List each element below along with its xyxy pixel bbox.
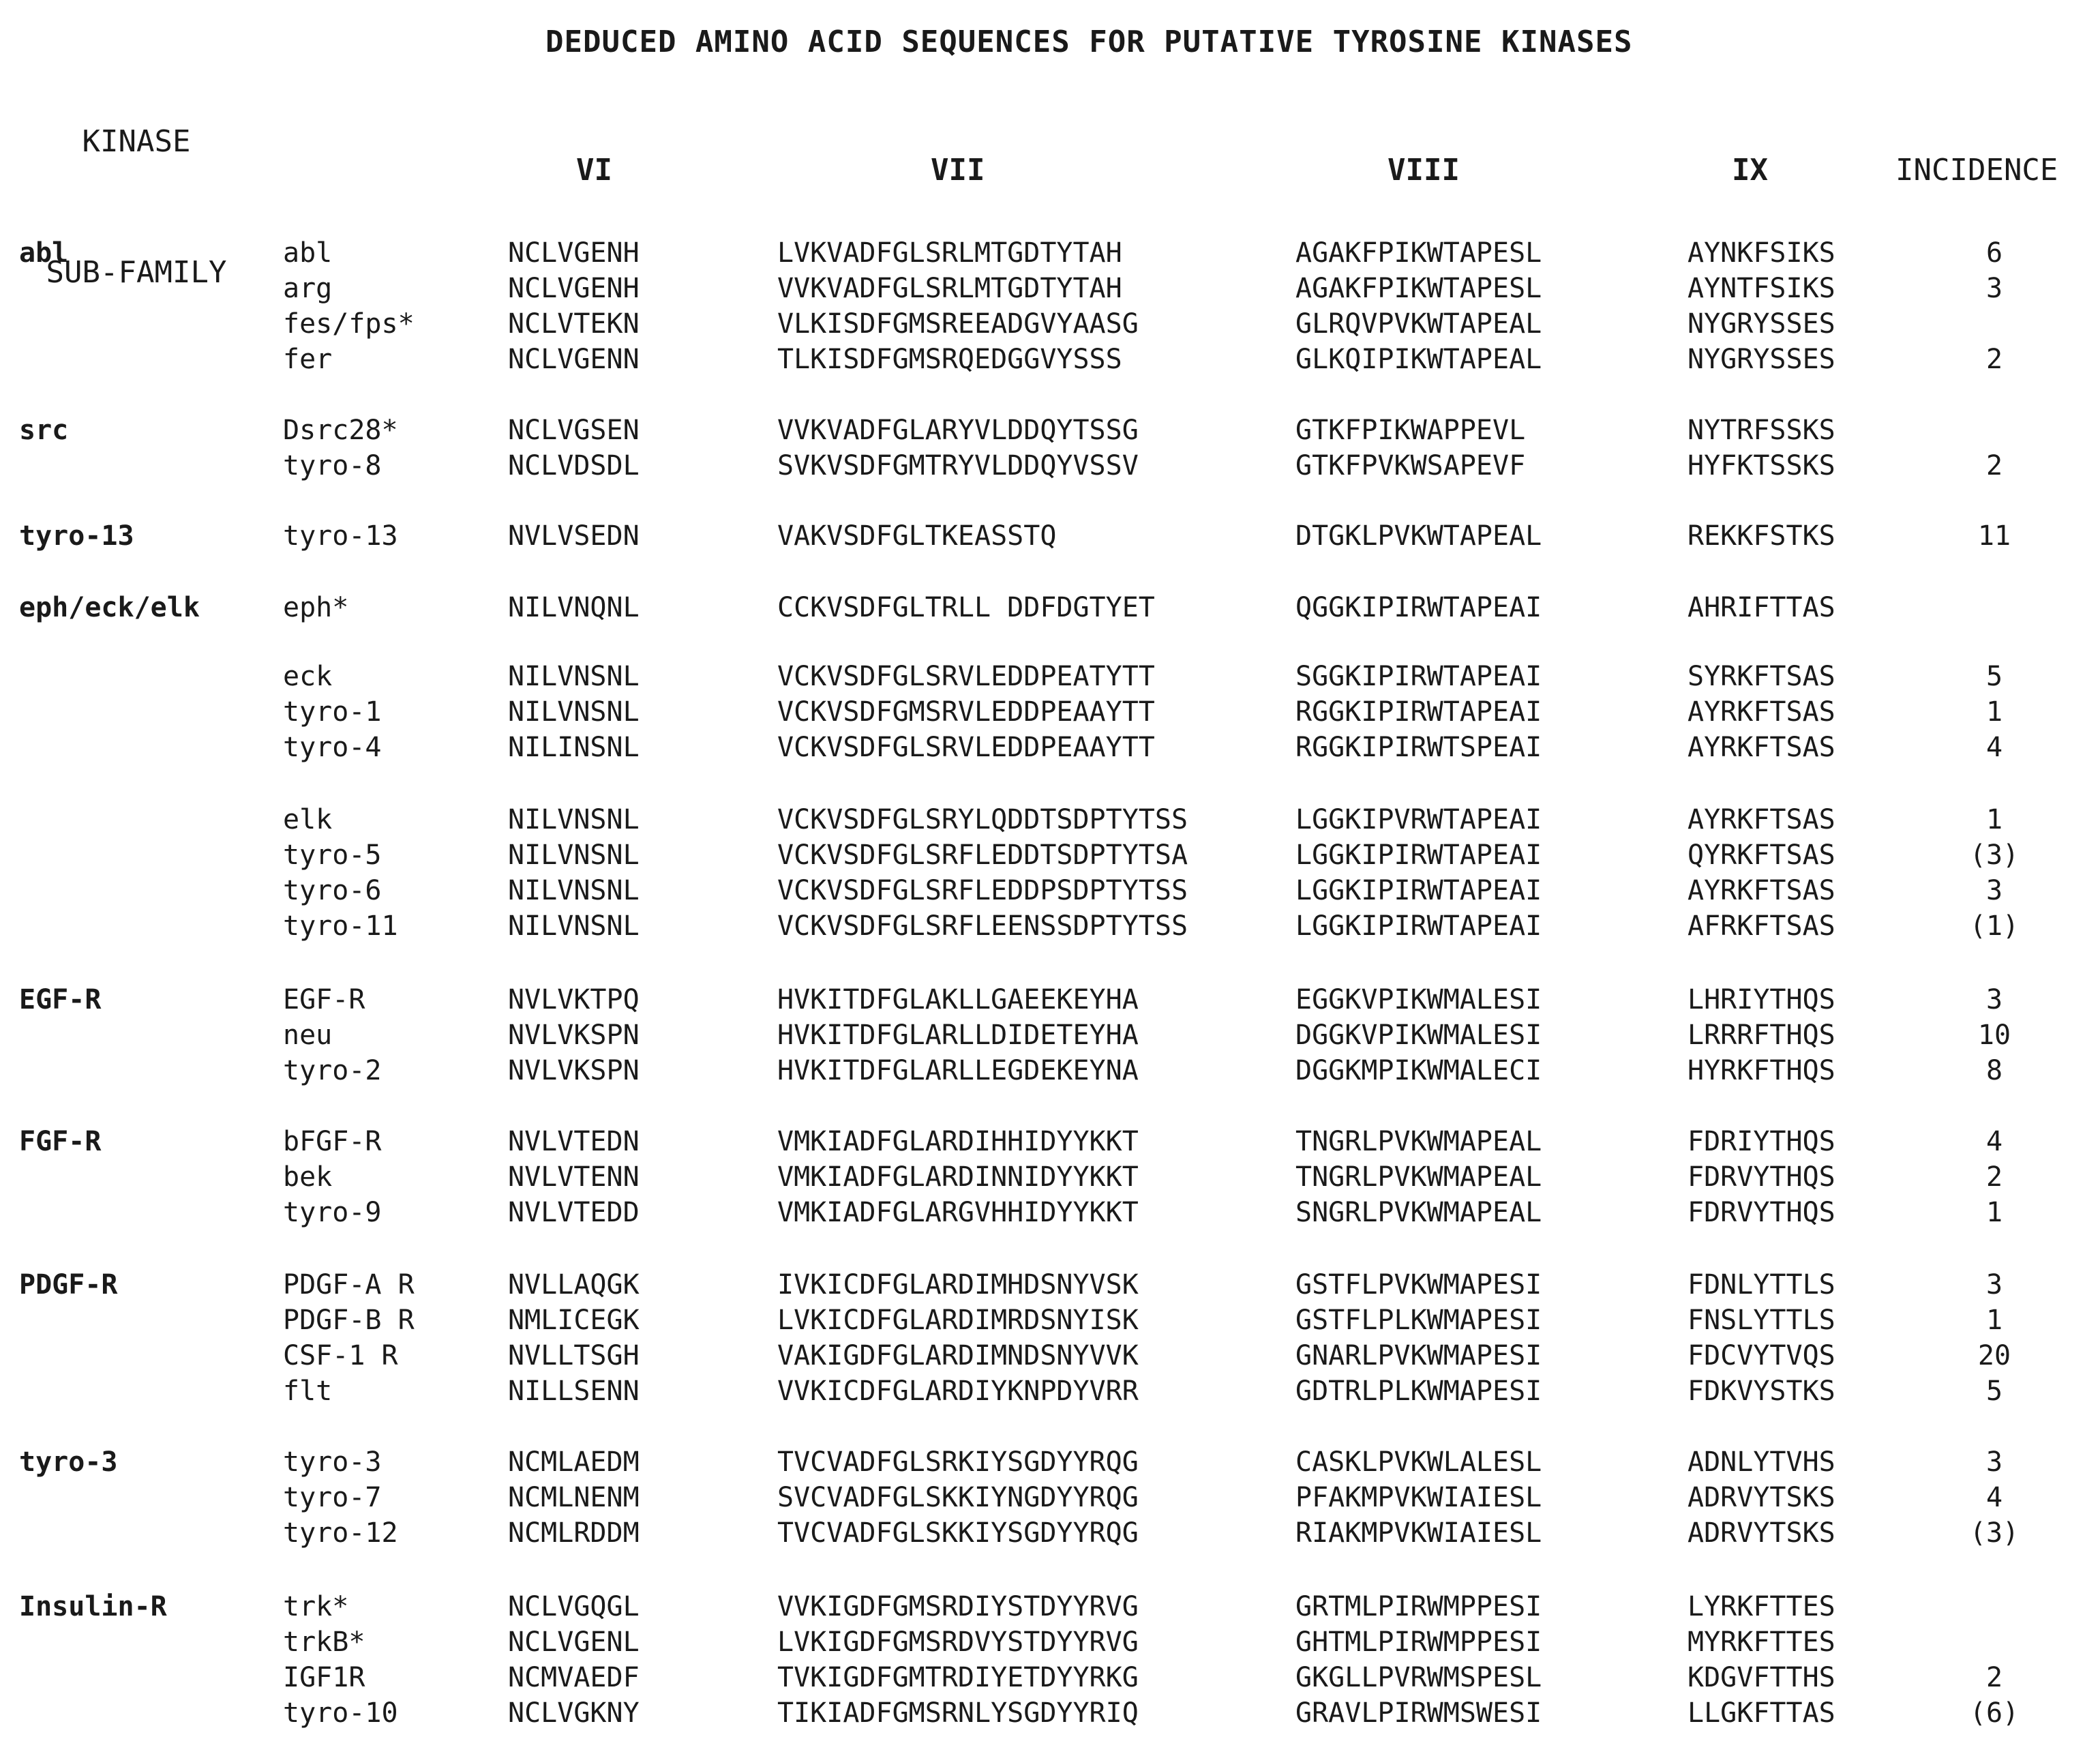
sequence-viii: PFAKMPVKWIAIESL [1295, 1482, 1542, 1513]
sequence-vi: NCLVDSDL [508, 450, 640, 481]
sequence-vii: TLKISDFGMSRQEDGGVYSSS [777, 344, 1122, 375]
sequence-vii: VCKVSDFGLSRYLQDDTSDPTYTSS [777, 804, 1188, 835]
kinase-name: tyro-4 [283, 732, 382, 763]
sequence-vi: NCMLRDDM [508, 1517, 640, 1549]
incidence-value: 2 [1985, 344, 2003, 375]
sequence-vi: NCLVGKNY [508, 1697, 640, 1729]
sequence-vii: VAKVSDFGLTKEASSTQ [777, 520, 1057, 552]
sequence-viii: TNGRLPVKWMAPEAL [1295, 1126, 1542, 1157]
subfamily-label: EGF-R [19, 984, 102, 1015]
kinase-name: tyro-8 [283, 450, 382, 481]
kinase-name: trkB* [283, 1626, 365, 1658]
incidence-value: 3 [1985, 1269, 2003, 1300]
sequence-ix: AYRKFTSAS [1687, 875, 1835, 906]
column-header-ix: IX [1732, 153, 1768, 188]
sequence-ix: ADRVYTSKS [1687, 1482, 1835, 1513]
sequence-viii: CASKLPVKWLALESL [1295, 1446, 1542, 1478]
sequence-vi: NVLVSEDN [508, 520, 640, 552]
sequence-viii: GLRQVPVKWTAPEAL [1295, 308, 1542, 340]
kinase-name: tyro-9 [283, 1197, 382, 1228]
sequence-ix: ADNLYTVHS [1687, 1446, 1835, 1478]
incidence-value: 1 [1985, 804, 2003, 835]
kinase-name: tyro-1 [283, 696, 382, 728]
sequence-vi: NVLLTSGH [508, 1340, 640, 1371]
subfamily-label: tyro-3 [19, 1446, 118, 1478]
sequence-viii: TNGRLPVKWMAPEAL [1295, 1161, 1542, 1193]
sequence-vii: VVKVADFGLARYVLDDQYTSSG [777, 415, 1139, 446]
subfamily-label: Insulin-R [19, 1591, 167, 1622]
column-header-incidence: INCIDENCE [1895, 153, 2058, 188]
sequence-vi: NCLVTEKN [508, 308, 640, 340]
sequence-viii: EGGKVPIKWMALESI [1295, 984, 1542, 1015]
sequence-viii: GTKFPIKWAPPEVL [1295, 415, 1526, 446]
page-title: DEDUCED AMINO ACID SEQUENCES FOR PUTATIVE TYROSINE KINASES [545, 25, 1633, 59]
sequence-viii: GTKFPVKWSAPEVF [1295, 450, 1526, 481]
sequence-vi: NCMVAEDF [508, 1662, 640, 1693]
sequence-vi: NVLLAQGK [508, 1269, 640, 1300]
sequence-vii: HVKITDFGLARLLEGDEKEYNA [777, 1055, 1139, 1086]
sequence-vii: VMKIADFGLARDINNIDYYKKT [777, 1161, 1139, 1193]
incidence-value: 5 [1985, 661, 2003, 692]
sequence-vi: NILINSNL [508, 732, 640, 763]
sequence-ix: HYRKFTHQS [1687, 1055, 1835, 1086]
sequence-vi: NCMLNENM [508, 1482, 640, 1513]
sequence-ix: LYRKFTTES [1687, 1591, 1835, 1622]
sequence-ix: LRRRFTHQS [1687, 1020, 1835, 1051]
sequence-viii: RGGKIPIRWTAPEAI [1295, 696, 1542, 728]
kinase-name: tyro-12 [283, 1517, 398, 1549]
sequence-vii: VLKISDFGMSREEADGVYAASG [777, 308, 1139, 340]
kinase-name: bek [283, 1161, 333, 1193]
sequence-viii: GRTMLPIRWMPPESI [1295, 1591, 1542, 1622]
sequence-viii: QGGKIPIRWTAPEAI [1295, 592, 1542, 623]
kinase-name: eph* [283, 592, 349, 623]
sequence-viii: GSTFLPVKWMAPESI [1295, 1269, 1542, 1300]
sequence-viii: RGGKIPIRWTSPEAI [1295, 732, 1542, 763]
sequence-viii: GSTFLPLKWMAPESI [1295, 1305, 1542, 1336]
incidence-value: 1 [1985, 1305, 2003, 1336]
sequence-vii: HVKITDFGLAKLLGAEEKEYHA [777, 984, 1139, 1015]
sequence-vii: TVKIGDFGMTRDIYETDYYRKG [777, 1662, 1139, 1693]
sequence-vi: NVLVTENN [508, 1161, 640, 1193]
subfamily-label: tyro-13 [19, 520, 134, 552]
sequence-vii: TVCVADFGLSRKIYSGDYYRQG [777, 1446, 1139, 1478]
sequence-viii: GKGLLPVRWMSPESL [1295, 1662, 1542, 1693]
sequence-viii: DGGKVPIKWMALESI [1295, 1020, 1542, 1051]
kinase-name: neu [283, 1020, 333, 1051]
sequence-ix: NYTRFSSKS [1687, 415, 1835, 446]
kinase-name: tyro-10 [283, 1697, 398, 1729]
subfamily-label: src [19, 415, 69, 446]
sequence-vi: NILVNQNL [508, 592, 640, 623]
sequence-ix: MYRKFTTES [1687, 1626, 1835, 1658]
sequence-viii: LGGKIPVRWTAPEAI [1295, 804, 1542, 835]
incidence-value: 4 [1985, 1482, 2003, 1513]
sequence-viii: SNGRLPVKWMAPEAL [1295, 1197, 1542, 1228]
sequence-ix: FDRVYTHQS [1687, 1161, 1835, 1193]
incidence-value: 3 [1985, 875, 2003, 906]
sequence-vii: VVKIGDFGMSRDIYSTDYYRVG [777, 1591, 1139, 1622]
column-header-vi: VI [576, 153, 612, 188]
sequence-vii: VCKVSDFGMSRVLEDDPEAAYTT [777, 696, 1155, 728]
kinase-name: tyro-5 [283, 839, 382, 871]
kinase-name: PDGF-A R [283, 1269, 415, 1300]
sequence-ix: NYGRYSSES [1687, 344, 1835, 375]
sequence-vi: NILLSENN [508, 1376, 640, 1407]
incidence-value: 1 [1985, 1197, 2003, 1228]
sequence-ix: AYNKFSIKS [1687, 237, 1835, 269]
incidence-value: 3 [1985, 1446, 2003, 1478]
kinase-name: arg [283, 273, 333, 304]
sequence-vi: NCLVGSEN [508, 415, 640, 446]
sequence-vii: VCKVSDFGLSRFLEDDTSDPTYTSA [777, 839, 1188, 871]
sequence-ix: NYGRYSSES [1687, 308, 1835, 340]
sequence-vii: VAKIGDFGLARDIMNDSNYVVK [777, 1340, 1139, 1371]
kinase-name: tyro-11 [283, 910, 398, 942]
incidence-value: 10 [1977, 1020, 2011, 1051]
sequence-viii: SGGKIPIRWTAPEAI [1295, 661, 1542, 692]
kinase-name: CSF-1 R [283, 1340, 398, 1371]
sequence-viii: GLKQIPIKWTAPEAL [1295, 344, 1542, 375]
incidence-value: 8 [1985, 1055, 2003, 1086]
kinase-name: tyro-2 [283, 1055, 382, 1086]
sequence-ix: ADRVYTSKS [1687, 1517, 1835, 1549]
sequence-vi: NILVNSNL [508, 910, 640, 942]
sequence-ix: AFRKFTSAS [1687, 910, 1835, 942]
kinase-name: flt [283, 1376, 333, 1407]
sequence-ix: LHRIYTHQS [1687, 984, 1835, 1015]
sequence-viii: DTGKLPVKWTAPEAL [1295, 520, 1542, 552]
column-header-viii: VIII [1388, 153, 1460, 188]
sequence-vi: NVLVKSPN [508, 1020, 640, 1051]
sequence-vi: NILVNSNL [508, 839, 640, 871]
sequence-vii: VCKVSDFGLSRFLEENSSDPTYTSS [777, 910, 1188, 942]
kinase-name: trk* [283, 1591, 349, 1622]
sequence-ix: LLGKFTTAS [1687, 1697, 1835, 1729]
incidence-value: (3) [1969, 839, 2020, 871]
sequence-ix: AYNTFSIKS [1687, 273, 1835, 304]
incidence-value: (3) [1969, 1517, 2020, 1549]
sequence-ix: REKKFSTKS [1687, 520, 1835, 552]
kinase-header-line2: SUB-FAMILY [46, 255, 227, 290]
kinase-subfamily-header [27, 33, 245, 338]
kinase-name: PDGF-B R [283, 1305, 415, 1336]
incidence-value: (1) [1969, 910, 2020, 942]
sequence-vi: NCLVGENH [508, 273, 640, 304]
incidence-value: 2 [1985, 1161, 2003, 1193]
subfamily-label: PDGF-R [19, 1269, 118, 1300]
sequence-vi: NVLVKTPQ [508, 984, 640, 1015]
incidence-value: 2 [1985, 1662, 2003, 1693]
incidence-value: 20 [1977, 1340, 2011, 1371]
sequence-vi: NVLVTEDN [508, 1126, 640, 1157]
kinase-name: tyro-6 [283, 875, 382, 906]
sequence-vi: NILVNSNL [508, 804, 640, 835]
sequence-vii: SVCVADFGLSKKIYNGDYYRQG [777, 1482, 1139, 1513]
sequence-viii: LGGKIPIRWTAPEAI [1295, 875, 1542, 906]
kinase-name: tyro-3 [283, 1446, 382, 1478]
sequence-ix: HYFKTSSKS [1687, 450, 1835, 481]
sequence-vi: NCLVGENH [508, 237, 640, 269]
sequence-vii: VCKVSDFGLSRFLEDDPSDPTYTSS [777, 875, 1188, 906]
kinase-name: Dsrc28* [283, 415, 398, 446]
sequence-vi: NCLVGENL [508, 1626, 640, 1658]
sequence-ix: AYRKFTSAS [1687, 696, 1835, 728]
sequence-vii: LVKVADFGLSRLMTGDTYTAH [777, 237, 1122, 269]
sequence-vii: CCKVSDFGLTRLL DDFDGTYET [777, 592, 1155, 623]
incidence-value: 5 [1985, 1376, 2003, 1407]
sequence-viii: LGGKIPIRWTAPEAI [1295, 839, 1542, 871]
sequence-viii: LGGKIPIRWTAPEAI [1295, 910, 1542, 942]
sequence-vii: IVKICDFGLARDIMHDSNYVSK [777, 1269, 1139, 1300]
sequence-vii: VMKIADFGLARDIHHIDYYKKT [777, 1126, 1139, 1157]
sequence-vi: NILVNSNL [508, 661, 640, 692]
sequence-vi: NVLVKSPN [508, 1055, 640, 1086]
incidence-value: 6 [1985, 237, 2003, 269]
kinase-name: IGF1R [283, 1662, 365, 1693]
incidence-value: 4 [1985, 1126, 2003, 1157]
column-header-vii: VII [931, 153, 985, 188]
sequence-ix: FDCVYTVQS [1687, 1340, 1835, 1371]
sequence-vii: VCKVSDFGLSRVLEDDPEATYTT [777, 661, 1155, 692]
incidence-value: (6) [1969, 1697, 2020, 1729]
sequence-vii: SVKVSDFGMTRYVLDDQYVSSV [777, 450, 1139, 481]
sequence-vi: NCMLAEDM [508, 1446, 640, 1478]
kinase-name: eck [283, 661, 333, 692]
sequence-ix: AYRKFTSAS [1687, 732, 1835, 763]
sequence-vi: NILVNSNL [508, 696, 640, 728]
sequence-vii: TIKIADFGMSRNLYSGDYYRIQ [777, 1697, 1139, 1729]
incidence-value: 3 [1985, 984, 2003, 1015]
sequence-vii: VMKIADFGLARGVHHIDYYKKT [777, 1197, 1139, 1228]
sequence-viii: DGGKMPIKWMALECI [1295, 1055, 1542, 1086]
sequence-ix: QYRKFTSAS [1687, 839, 1835, 871]
sequence-viii: GHTMLPIRWMPPESI [1295, 1626, 1542, 1658]
sequence-viii: AGAKFPIKWTAPESL [1295, 237, 1542, 269]
sequence-ix: SYRKFTSAS [1687, 661, 1835, 692]
kinase-name: tyro-7 [283, 1482, 382, 1513]
sequence-ix: FDKVYSTKS [1687, 1376, 1835, 1407]
subfamily-label: abl [19, 237, 69, 269]
sequence-vii: HVKITDFGLARLLDIDETEYHA [777, 1020, 1139, 1051]
sequence-vi: NMLICEGK [508, 1305, 640, 1336]
sequence-ix: FDRVYTHQS [1687, 1197, 1835, 1228]
sequence-vii: VCKVSDFGLSRVLEDDPEAAYTT [777, 732, 1155, 763]
sequence-ix: AYRKFTSAS [1687, 804, 1835, 835]
kinase-name: elk [283, 804, 333, 835]
sequence-vi: NCLVGQGL [508, 1591, 640, 1622]
sequence-vii: LVKIGDFGMSRDVYSTDYYRVG [777, 1626, 1139, 1658]
sequence-viii: GNARLPVKWMAPESI [1295, 1340, 1542, 1371]
kinase-name: bFGF-R [283, 1126, 382, 1157]
incidence-value: 2 [1985, 450, 2003, 481]
sequence-vii: TVCVADFGLSKKIYSGDYYRQG [777, 1517, 1139, 1549]
sequence-viii: GDTRLPLKWMAPESI [1295, 1376, 1542, 1407]
sequence-vii: LVKICDFGLARDIMRDSNYISK [777, 1305, 1139, 1336]
sequence-viii: RIAKMPVKWIAIESL [1295, 1517, 1542, 1549]
sequence-ix: FNSLYTTLS [1687, 1305, 1835, 1336]
kinase-name: EGF-R [283, 984, 365, 1015]
subfamily-label: eph/eck/elk [19, 592, 200, 623]
kinase-name: fes/fps* [283, 308, 415, 340]
kinase-name: fer [283, 344, 333, 375]
kinase-header-line1: KINASE [82, 124, 191, 159]
incidence-value: 11 [1977, 520, 2011, 552]
sequence-ix: FDNLYTTLS [1687, 1269, 1835, 1300]
sequence-vi: NCLVGENN [508, 344, 640, 375]
sequence-vii: VVKICDFGLARDIYKNPDYVRR [777, 1376, 1139, 1407]
sequence-ix: FDRIYTHQS [1687, 1126, 1835, 1157]
sequence-vii: VVKVADFGLSRLMTGDTYTAH [777, 273, 1122, 304]
sequence-viii: GRAVLPIRWMSWESI [1295, 1697, 1542, 1729]
sequence-vi: NVLVTEDD [508, 1197, 640, 1228]
sequence-ix: AHRIFTTAS [1687, 592, 1835, 623]
sequence-vi: NILVNSNL [508, 875, 640, 906]
kinase-name: tyro-13 [283, 520, 398, 552]
subfamily-label: FGF-R [19, 1126, 102, 1157]
sequence-viii: AGAKFPIKWTAPESL [1295, 273, 1542, 304]
incidence-value: 1 [1985, 696, 2003, 728]
incidence-value: 3 [1985, 273, 2003, 304]
incidence-value: 4 [1985, 732, 2003, 763]
sequence-ix: KDGVFTTHS [1687, 1662, 1835, 1693]
kinase-name: abl [283, 237, 333, 269]
